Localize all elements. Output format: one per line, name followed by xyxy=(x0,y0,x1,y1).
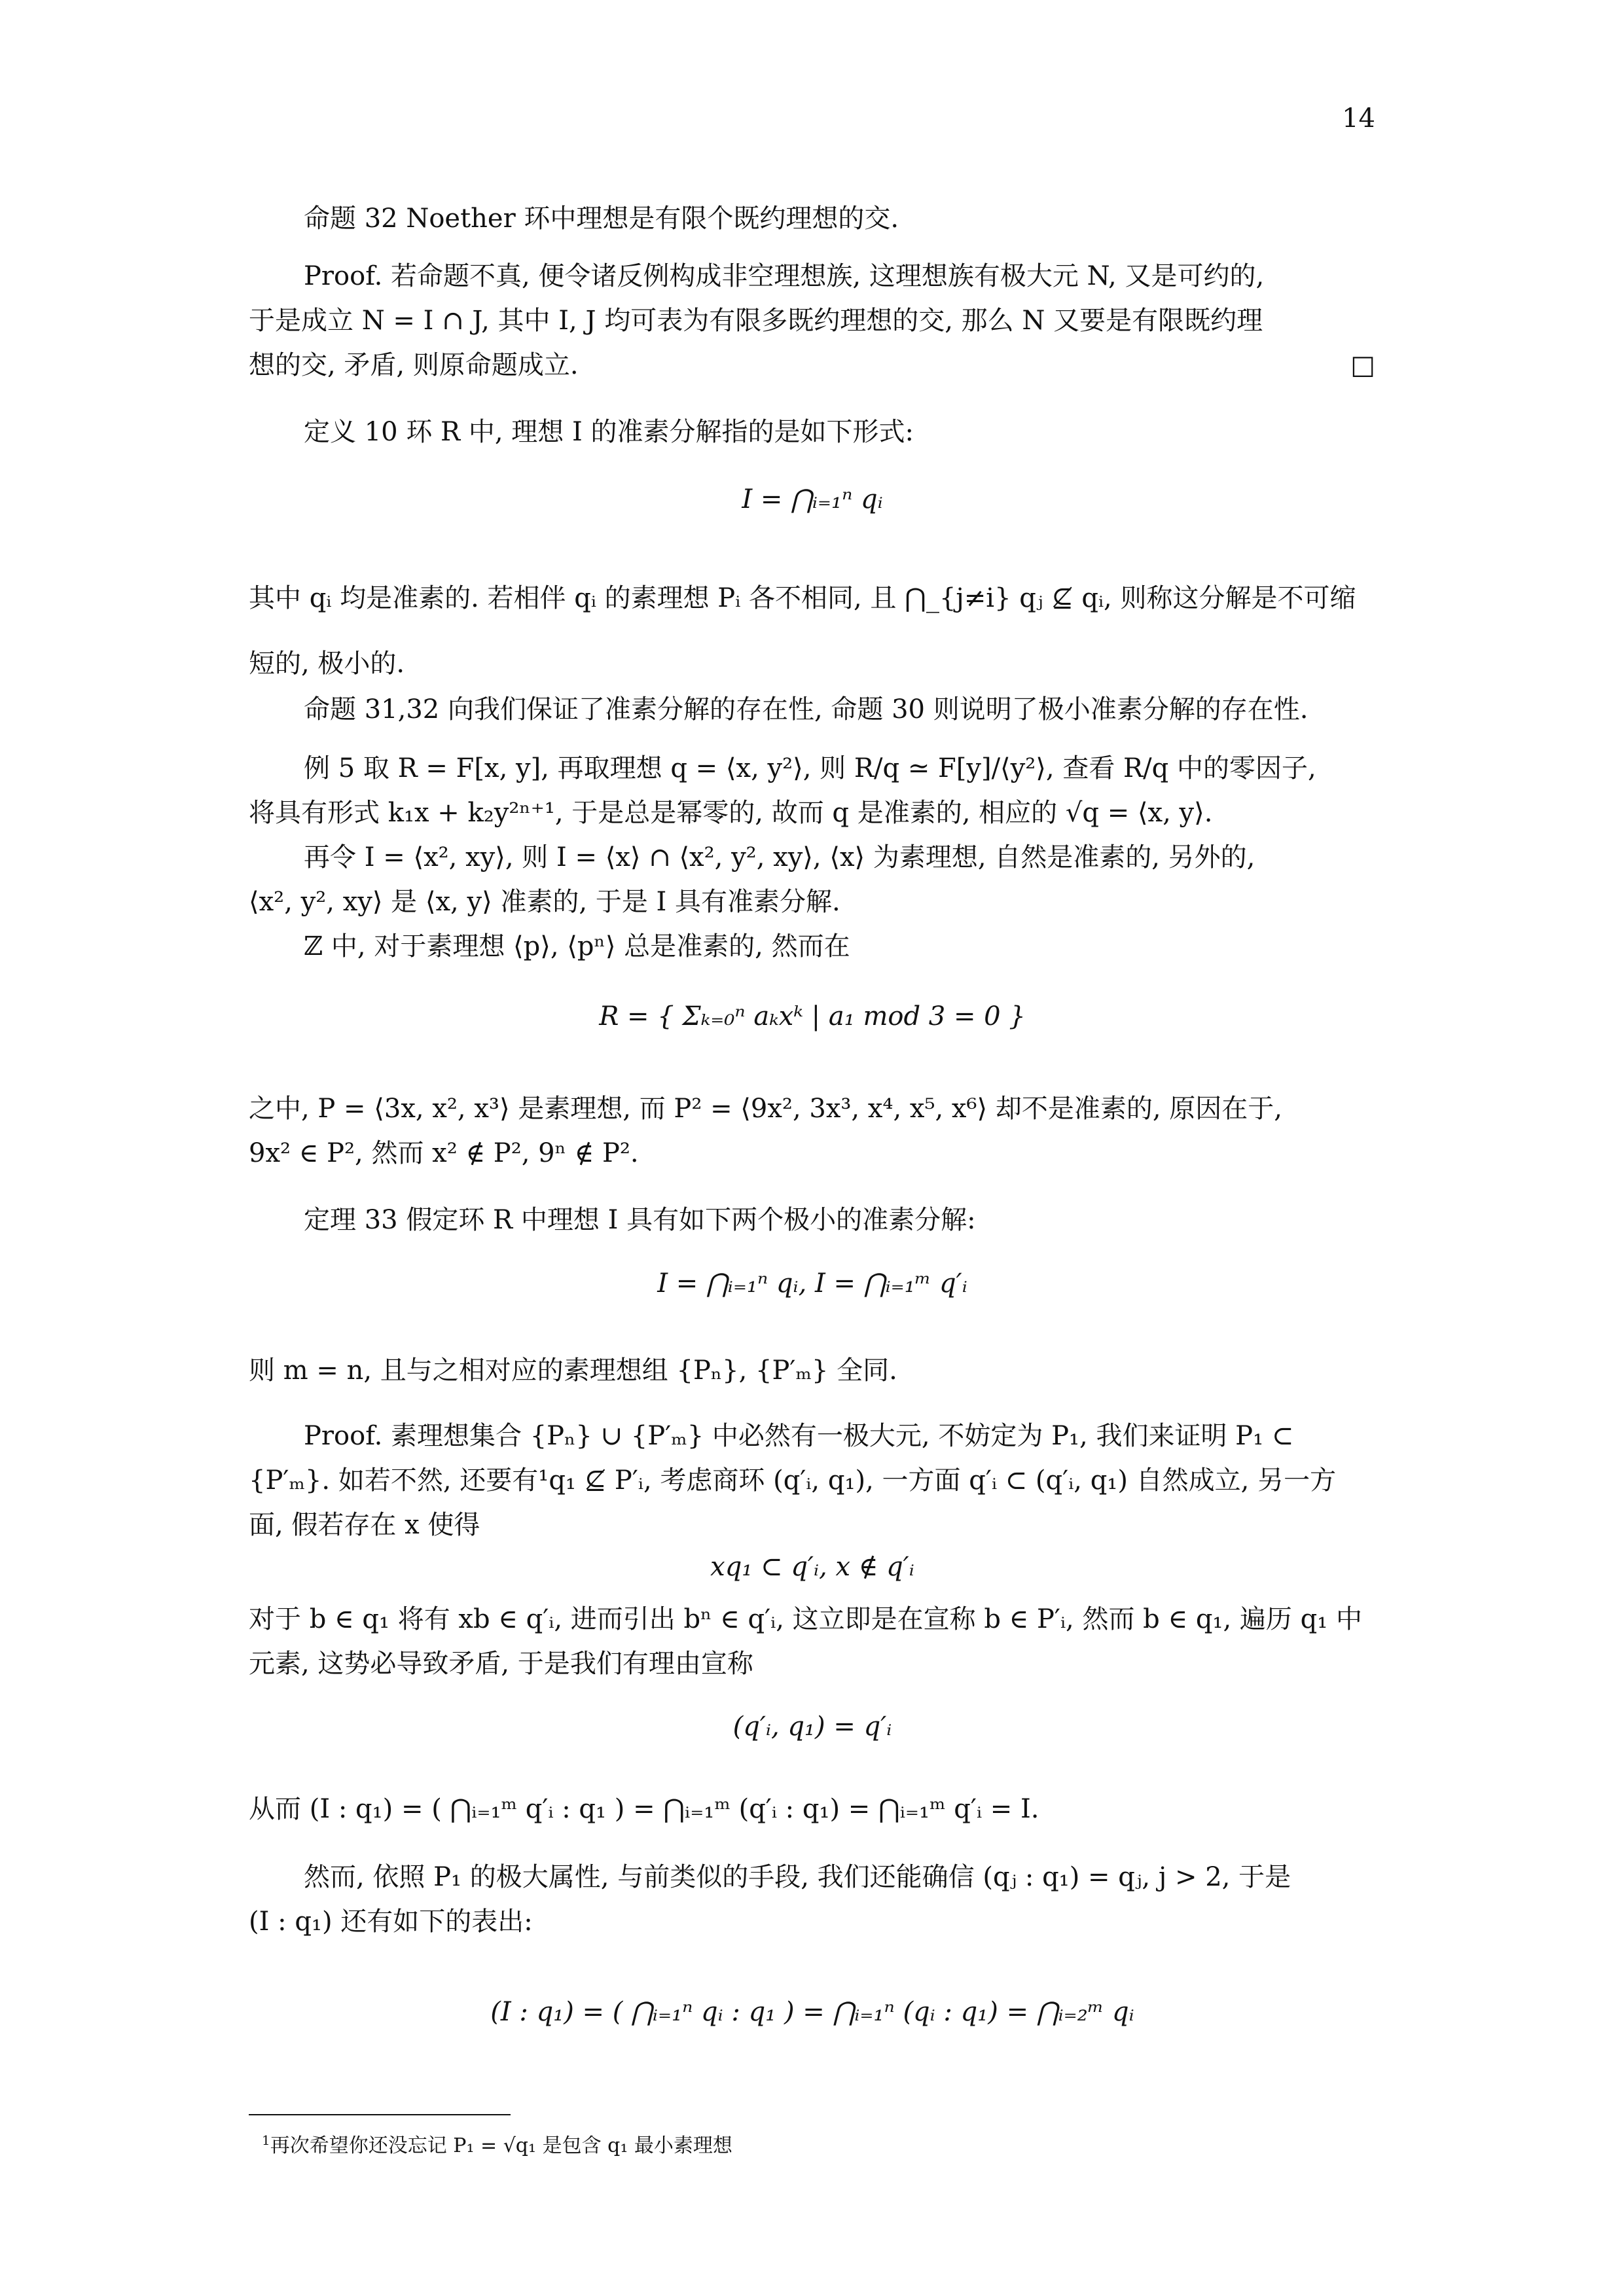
proof-2-line-4: 对于 b ∈ q₁ 将有 xb ∈ q′ᵢ, 进而引出 bⁿ ∈ q′ᵢ, 这立即是在宣称 b ∈ P′ᵢ, 然而 b ∈ q₁, 遍历 q₁ 中 xyxy=(249,1604,1362,1634)
equation-ring-r: R = { Σₖ₌₀ⁿ aₖxᵏ | a₁ mod 3 = 0 } xyxy=(599,1001,1026,1031)
proof-2-line-8: (I : q₁) 还有如下的表出: xyxy=(249,1907,533,1937)
equation-final: (I : q₁) = ( ⋂ᵢ₌₁ⁿ qᵢ : q₁ ) = ⋂ᵢ₌₁ⁿ (qᵢ : q₁) = ⋂ᵢ₌₂ᵐ qᵢ xyxy=(490,1997,1134,2027)
example-5-line-4: ⟨x², y², xy⟩ 是 ⟨x, y⟩ 准素的, 于是 I 具有准素分解. xyxy=(249,887,840,917)
proof-2-line-2: {P′ₘ}. 如若不然, 还要有¹q₁ ⊈ P′ᵢ, 考虑商环 (q′ᵢ, q₁), 一方面 q′ᵢ ⊂ (q′ᵢ, q₁) 自然成立, 另一方 xyxy=(249,1465,1337,1496)
example-5-line-3: 再令 I = ⟨x², xy⟩, 则 I = ⟨x⟩ ∩ ⟨x², y², xy⟩, ⟨x⟩ 为素理想, 自然是准素的, 另外的, xyxy=(304,842,1255,872)
footnote-text: 再次希望你还没忘记 P₁ = √q₁ 是包含 q₁ 最小素理想 xyxy=(270,2134,732,2157)
equation-two-decompositions: I = ⋂ᵢ₌₁ⁿ qᵢ, I = ⋂ᵢ₌₁ᵐ q′ᵢ xyxy=(657,1268,967,1299)
example-5-line-5: ℤ 中, 对于素理想 ⟨p⟩, ⟨pⁿ⟩ 总是准素的, 然而在 xyxy=(304,931,850,961)
proposition-32: 命题 32 Noether 环中理想是有限个既约理想的交. xyxy=(304,204,899,234)
proof-2-line-1: Proof. 素理想集合 {Pₙ} ∪ {P′ₘ} 中必然有一极大元, 不妨定为 P₁, 我们来证明 P₁ ⊂ xyxy=(304,1421,1294,1451)
proof-1-line-3: 想的交, 矛盾, 则原命题成立. xyxy=(249,350,579,380)
footnote-mark: 1 xyxy=(262,2132,270,2148)
example-5-line-6: 之中, P = ⟨3x, x², x³⟩ 是素理想, 而 P² = ⟨9x², 3x³, x⁴, x⁵, x⁶⟩ 却不是准素的, 原因在于, xyxy=(249,1094,1282,1124)
example-5-line-1: 例 5 取 R = F[x, y], 再取理想 q = ⟨x, y²⟩, 则 R/q ≃ F[y]/⟨y²⟩, 查看 R/q 中的零因子, xyxy=(304,753,1316,783)
remark-existence: 命题 31,32 向我们保证了准素分解的存在性, 命题 30 则说明了极小准素分解的存在性. xyxy=(304,694,1308,725)
example-5-line-2: 将具有形式 k₁x + k₂y²ⁿ⁺¹, 于是总是幂零的, 故而 q 是准素的, 相应的 √q = ⟨x, y⟩. xyxy=(249,798,1213,828)
equation-quotient: (q′ᵢ, q₁) = q′ᵢ xyxy=(732,1712,892,1742)
proof-2-line-7: 然而, 依照 P₁ 的极大属性, 与前类似的手段, 我们还能确信 (qⱼ : q₁) = qⱼ, j > 2, 于是 xyxy=(304,1862,1291,1892)
proof-2-line-5: 元素, 这势必导致矛盾, 于是我们有理由宣称 xyxy=(249,1649,753,1679)
equation-primary-decomposition: I = ⋂ᵢ₌₁ⁿ qᵢ xyxy=(742,484,883,514)
page-number: 14 xyxy=(1342,103,1375,134)
definition-10-line-3: 短的, 极小的. xyxy=(249,649,405,679)
example-5-line-7: 9x² ∈ P², 然而 x² ∉ P², 9ⁿ ∉ P². xyxy=(249,1138,639,1168)
qed-symbol: □ xyxy=(1350,350,1375,380)
definition-10-line-2: 其中 qᵢ 均是准素的. 若相伴 qᵢ 的素理想 Pᵢ 各不相同, 且 ⋂_{j≠i} qⱼ ⊈ qᵢ, 则称这分解是不可缩 xyxy=(249,583,1356,613)
proof-2-line-3: 面, 假若存在 x 使得 xyxy=(249,1510,480,1540)
footnote xyxy=(262,2126,732,2161)
footnote-rule xyxy=(249,2114,511,2115)
theorem-33-line-2: 则 m = n, 且与之相对应的素理想组 {Pₙ}, {P′ₘ} 全同. xyxy=(249,1355,897,1386)
proof-1-line-2: 于是成立 N = I ∩ J, 其中 I, J 均可表为有限多既约理想的交, 那么 N 又要是有限既约理 xyxy=(249,306,1263,336)
proof-2-line-6: 从而 (I : q₁) = ( ⋂ᵢ₌₁ᵐ q′ᵢ : q₁ ) = ⋂ᵢ₌₁ᵐ (q′ᵢ : q₁) = ⋂ᵢ₌₁ᵐ q′ᵢ = I. xyxy=(249,1794,1039,1824)
theorem-33: 定理 33 假定环 R 中理想 I 具有如下两个极小的准素分解: xyxy=(304,1205,976,1235)
equation-x-q1: xq₁ ⊂ q′ᵢ, x ∉ q′ᵢ xyxy=(710,1552,914,1582)
definition-10: 定义 10 环 R 中, 理想 I 的准素分解指的是如下形式: xyxy=(304,417,914,447)
proof-1-line-1: Proof. 若命题不真, 便令诸反例构成非空理想族, 这理想族有极大元 N, 又是可约的, xyxy=(304,261,1265,291)
